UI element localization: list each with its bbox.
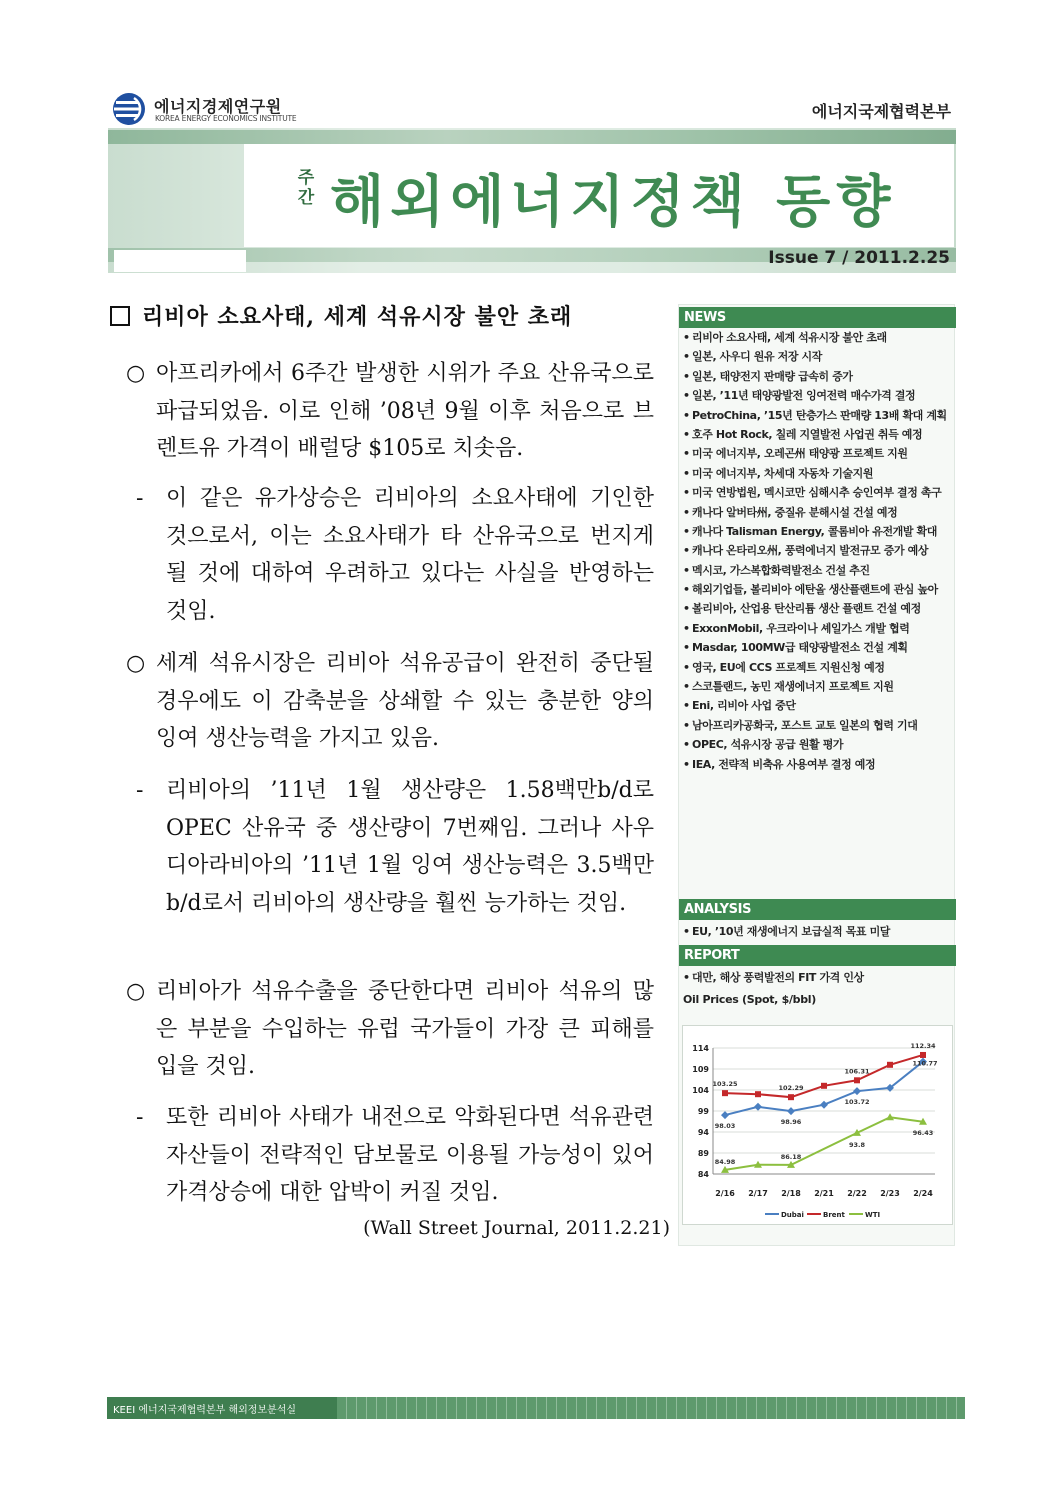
data-label: 96.43 [912, 1128, 934, 1137]
article-paragraph [126, 355, 654, 468]
data-point-dubai [721, 1111, 729, 1119]
banner-subtitle: 주간 [297, 168, 315, 208]
data-point-brent [788, 1094, 794, 1100]
data-label: 106.31 [844, 1067, 870, 1076]
data-label: 103.25 [712, 1080, 738, 1089]
article-paragraph [126, 645, 654, 758]
page-title: 해외에너지정책 동향 [330, 170, 897, 235]
data-point-dubai [787, 1107, 795, 1115]
news-item[interactable]: • 남아프리카공화국, 포스트 교토 일본의 협력 기대 [683, 719, 951, 732]
x-tick-label: 2/21 [814, 1189, 834, 1198]
news-item[interactable]: • 미국 에너지부, 차세대 자동차 기술지원 [683, 467, 951, 480]
news-item[interactable]: • 일본, 태양전지 판매량 급속히 증가 [683, 370, 951, 383]
news-item[interactable]: • 리비아 소요사태, 세계 석유시장 불안 초래 [683, 331, 951, 344]
news-item[interactable]: • PetroChina, ’15년 탄층가스 판매량 13배 확대 계획 [683, 409, 951, 422]
news-item[interactable]: • IEA, 전략적 비축유 사용여부 결정 예정 [683, 758, 951, 771]
y-tick-label: 109 [692, 1065, 709, 1074]
x-tick-label: 2/16 [715, 1189, 735, 1198]
data-label: 102.29 [778, 1084, 804, 1093]
article-headline [110, 300, 670, 331]
x-tick-label: 2/18 [781, 1189, 801, 1198]
footer-text: KEEI 에너지국제협력본부 해외정보분석실 [113, 1405, 297, 1416]
article-subparagraph [136, 480, 654, 630]
news-section-header: NEWS [679, 307, 956, 328]
y-tick-label: 99 [697, 1107, 709, 1116]
x-tick-label: 2/24 [913, 1189, 933, 1198]
analysis-item[interactable]: • EU, ’10년 재생에너지 보급실적 목표 미달 [683, 925, 890, 938]
article-paragraph [126, 973, 654, 1086]
news-item[interactable]: • Eni, 리비아 사업 중단 [683, 699, 951, 712]
data-point-dubai [820, 1101, 828, 1109]
x-tick-label: 2/23 [880, 1189, 900, 1198]
division-name: 에너지국제협력본부 [811, 102, 951, 121]
data-label: 98.96 [780, 1118, 802, 1127]
data-label: 103.72 [844, 1098, 870, 1107]
data-label: 93.8 [848, 1140, 866, 1149]
news-item[interactable]: • 미국 연방법원, 멕시코만 심해시추 승인여부 결정 촉구 [683, 486, 951, 499]
news-item[interactable]: • 스코틀랜드, 농민 재생에너지 프로젝트 지원 [683, 680, 951, 693]
headline-text: 리비아 소요사태, 세계 석유시장 불안 초래 [142, 304, 573, 330]
news-item[interactable]: • 캐나다 Talisman Energy, 콜롬비아 유전개발 확대 [683, 525, 951, 538]
news-item[interactable]: • 볼리비아, 산업용 탄산리튬 생산 플랜트 건설 예정 [683, 602, 951, 615]
sidebar-contents [678, 304, 955, 1246]
y-tick-label: 89 [697, 1149, 709, 1158]
legend-label: Brent [823, 1211, 845, 1219]
paragraph-text: 리비아의 ’11년 1월 생산량은 1.58백만b/d로 OPEC 산유국 중 생산량이 7번째임. 그러나 사우디아라비아의 ’11년 1월 잉여 생산능력은 3.5백만b/d로서 리비아의 생산량을 훨씬 능가하는 것임. [166, 778, 654, 916]
institute-logo [112, 92, 342, 128]
article-source: (Wall Street Journal, 2011.2.21) [363, 1217, 670, 1239]
legend-label: WTI [865, 1211, 881, 1219]
y-tick-label: 104 [692, 1086, 709, 1095]
series-line-brent [725, 1055, 923, 1097]
news-item[interactable]: • 호주 Hot Rock, 칠레 지열발전 사업권 취득 예정 [683, 428, 951, 441]
news-item[interactable]: • 영국, EU에 CCS 프로젝트 지원신청 예정 [683, 661, 951, 674]
article-subparagraph [136, 772, 654, 922]
data-label: 84.98 [714, 1157, 736, 1166]
keei-logo-icon [112, 92, 146, 126]
issue-label: Issue 7 / 2011.2.25 [768, 248, 950, 268]
legend-label: Dubai [781, 1211, 804, 1219]
checkbox-square-icon [110, 306, 130, 326]
dash-marker: - [136, 486, 144, 511]
data-point-brent [854, 1077, 860, 1083]
news-item[interactable]: • 일본, 사우디 원유 저장 시작 [683, 350, 951, 363]
paragraph-text: 아프리카에서 6주간 발생한 시위가 주요 산유국으로 파급되었음. 이로 인해 ’08년 9월 이후 처음으로 브렌트유 가격이 배럴당 $105로 치솟음. [156, 361, 654, 461]
dash-marker: - [136, 1105, 144, 1130]
news-item[interactable]: • 캐나다 온타리오州, 풍력에너지 발전규모 증가 예상 [683, 544, 951, 557]
org-name-korean: 에너지경제연구원 [154, 97, 282, 116]
paragraph-text: 이 같은 유가상승은 리비아의 소요사태에 기인한 것으로서, 이는 소요사태가 타 산유국으로 번지게 될 것에 대하여 우려하고 있다는 사실을 반영하는 것임. [166, 486, 654, 624]
banner-corner-panel [114, 250, 246, 272]
news-list [683, 331, 951, 777]
banner-top-stripe [108, 130, 956, 144]
news-item[interactable]: • 멕시코, 가스복합화력발전소 건설 추진 [683, 564, 951, 577]
series-line-wti [725, 1117, 923, 1170]
x-tick-label: 2/17 [748, 1189, 768, 1198]
data-label: 112.34 [910, 1041, 936, 1050]
paragraph-text: 또한 리비아 사태가 내전으로 악화된다면 석유관련 자산들이 전략적인 담보물로 이용될 가능성이 있어 가격상승에 대한 압박이 커질 것임. [166, 1105, 654, 1205]
data-label: 98.03 [714, 1122, 736, 1131]
oil-price-chart [682, 1025, 953, 1225]
bullet-marker: ○ [126, 979, 146, 1004]
report-section-header: REPORT [679, 945, 956, 966]
data-point-brent [920, 1052, 926, 1058]
analysis-section-header: ANALYSIS [679, 899, 956, 920]
data-point-brent [755, 1091, 761, 1097]
news-item[interactable]: • Masdar, 100MW급 태양광발전소 건설 계획 [683, 641, 951, 654]
news-item[interactable]: • ExxonMobil, 우크라이나 셰일가스 개발 협력 [683, 622, 951, 635]
data-point-dubai [754, 1103, 762, 1111]
bullet-marker: ○ [126, 651, 146, 676]
bullet-marker: ○ [126, 361, 146, 386]
data-label: 86.18 [780, 1152, 802, 1161]
paragraph-text: 리비아가 석유수출을 중단한다면 리비아 석유의 많은 부분을 수입하는 유럽 국가들이 가장 큰 피해를 입을 것임. [156, 979, 654, 1079]
oil-price-chart-svg [683, 1026, 952, 1224]
data-point-brent [722, 1090, 728, 1096]
footer-bar [107, 1397, 965, 1419]
y-tick-label: 84 [697, 1170, 709, 1179]
y-tick-label: 114 [692, 1044, 709, 1053]
news-item[interactable]: • 캐나다 알버타州, 중질유 분해시설 건설 예정 [683, 506, 951, 519]
title-banner [108, 128, 956, 273]
news-item[interactable]: • OPEC, 석유시장 공급 원활 평가 [683, 738, 951, 751]
data-point-brent [887, 1062, 893, 1068]
data-point-dubai [853, 1087, 861, 1095]
y-tick-label: 94 [697, 1128, 709, 1137]
data-label: 110.77 [912, 1059, 938, 1068]
data-point-brent [821, 1083, 827, 1089]
report-item[interactable]: • 대만, 해상 풍력발전의 FIT 가격 인상 [683, 971, 864, 984]
org-name-english: KOREA ENERGY ECONOMICS INSTITUTE [155, 114, 297, 123]
news-item[interactable]: • 미국 에너지부, 오레곤州 태양광 프로젝트 지원 [683, 447, 951, 460]
news-item[interactable]: • 해외기업들, 볼리비아 에탄올 생산플랜트에 관심 높아 [683, 583, 951, 596]
news-item[interactable]: • 일본, ’11년 태양광발전 잉여전력 매수가격 결정 [683, 389, 951, 402]
chart-caption: Oil Prices (Spot, $/bbl) [683, 993, 817, 1006]
main-article [110, 300, 670, 1239]
dash-marker: - [136, 778, 144, 803]
x-tick-label: 2/22 [847, 1189, 867, 1198]
article-subparagraph [136, 1099, 654, 1212]
paragraph-text: 세계 석유시장은 리비아 석유공급이 완전히 중단될 경우에도 이 감축분을 상쇄할 수 있는 충분한 양의 잉여 생산능력을 가지고 있음. [156, 651, 654, 751]
